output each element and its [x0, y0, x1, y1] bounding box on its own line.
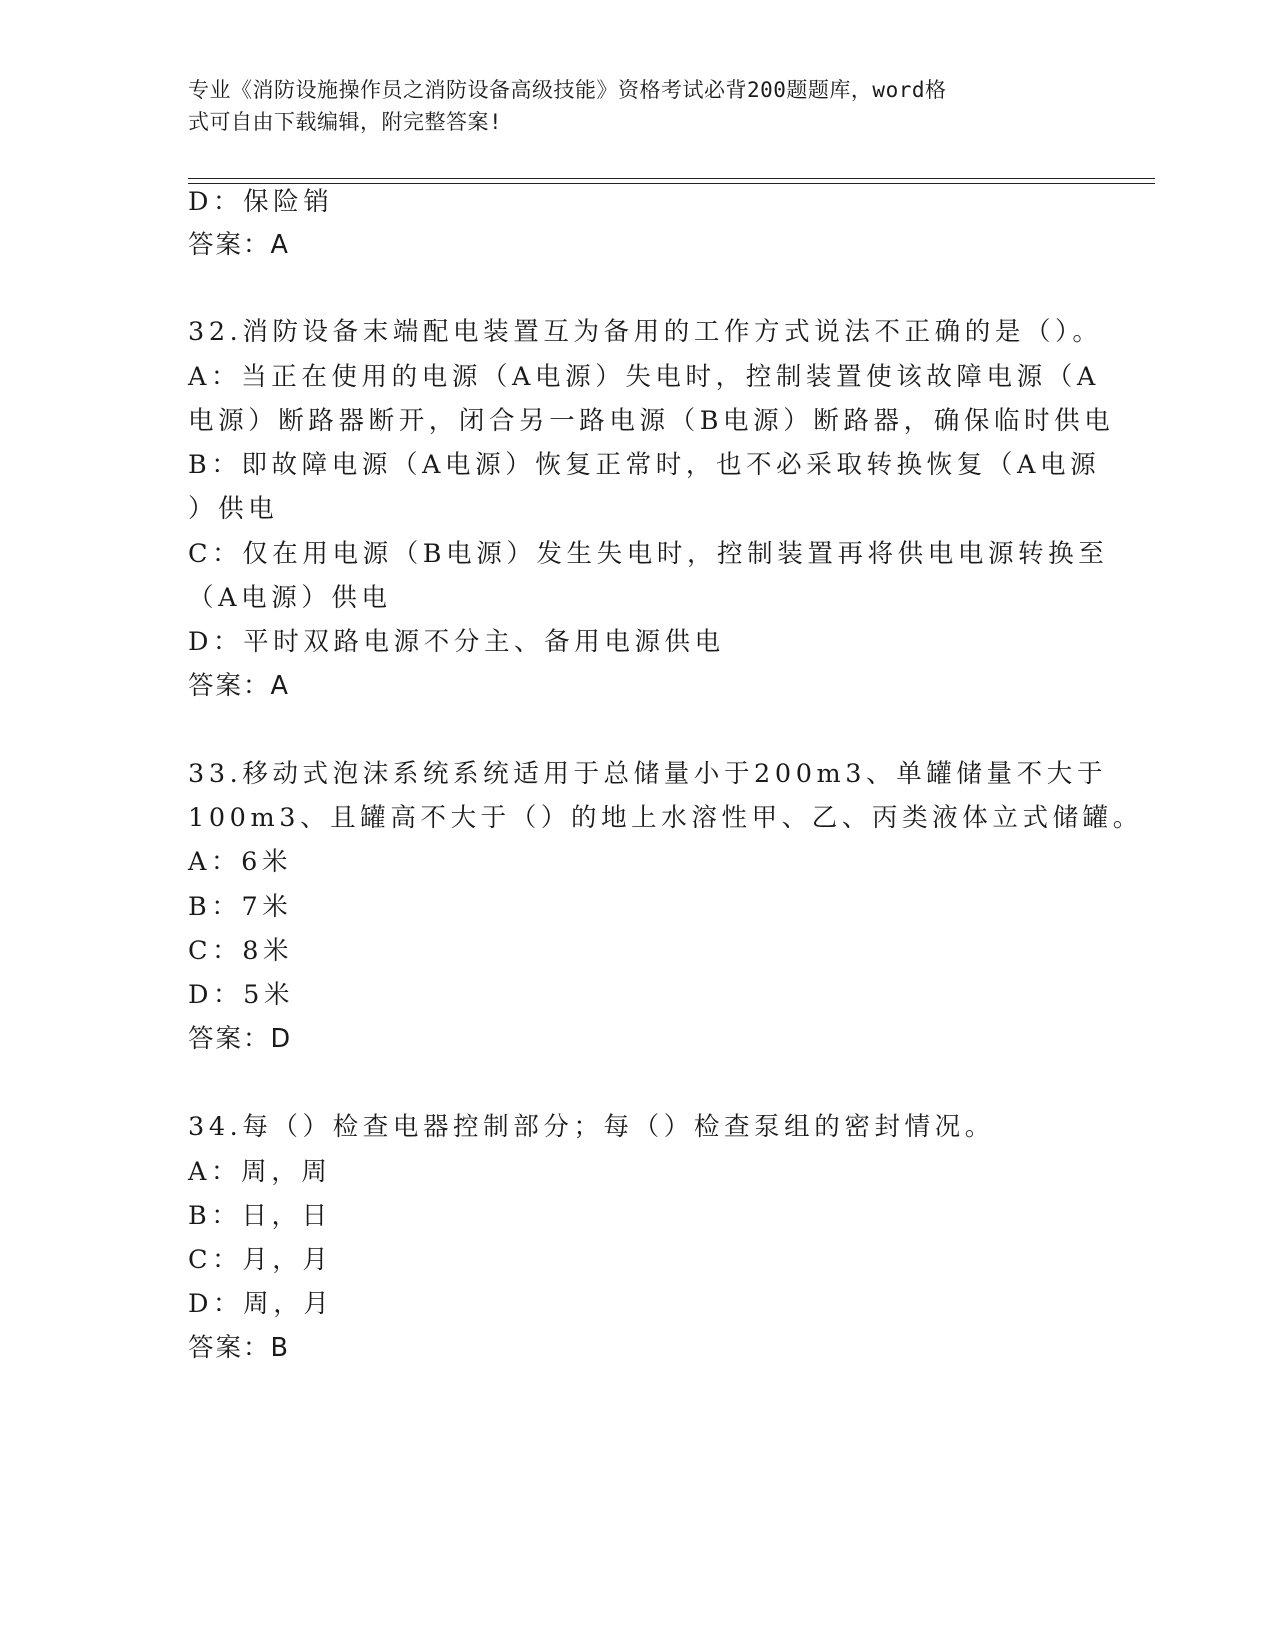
q32-answer: 答案：A: [188, 671, 290, 701]
header-line-1: 专业《消防设施操作员之消防设备高级技能》资格考试必背200题题库，word格: [188, 78, 947, 102]
q32-option-a-cont: 电源）断路器断开，闭合另一路电源（B电源）断路器，确保临时供电: [188, 406, 1115, 436]
q32-option-c-cont: （A电源）供电: [188, 583, 392, 613]
q32-option-d: D：平时双路电源不分主、备用电源供电: [188, 627, 725, 657]
q34-option-c: C：月，月: [188, 1245, 333, 1275]
prev-option-d: D：保险销: [188, 187, 334, 217]
q33-stem: 33.移动式泡沫系统系统适用于总储量小于200m3、单罐储量不大于: [188, 759, 1107, 789]
q33-option-d: D：5米: [188, 980, 295, 1010]
q33-option-c: C：8米: [188, 936, 294, 966]
q33-answer: 答案：D: [188, 1024, 293, 1054]
q34-answer: 答案：B: [188, 1333, 290, 1363]
document-header: [188, 74, 1068, 138]
prev-answer: 答案：A: [188, 230, 290, 260]
q34-option-b: B：日，日: [188, 1201, 332, 1231]
header-divider-top: [188, 178, 1155, 179]
q34-option-d: D：周，月: [188, 1289, 334, 1319]
q32-stem: 32.消防设备末端配电装置互为备用的工作方式说法不正确的是（）。: [188, 317, 1103, 347]
header-line-2: 式可自由下载编辑，附完整答案!: [188, 110, 503, 134]
q34-stem: 34.每（）检查电器控制部分；每（）检查泵组的密封情况。: [188, 1112, 995, 1142]
q33-option-b: B：7米: [188, 892, 293, 922]
q33-option-a: A：6米: [188, 847, 293, 877]
q32-option-c: C：仅在用电源（B电源）发生失电时，控制装置再将供电电源转换至: [188, 539, 1109, 569]
q32-option-a: A：当正在使用的电源（A电源）失电时，控制装置使该故障电源（A: [188, 362, 1100, 392]
header-divider-bottom: [188, 183, 1155, 184]
q32-option-b: B：即故障电源（A电源）恢复正常时，也不必采取转换恢复（A电源: [188, 450, 1101, 480]
q33-stem-cont: 100m3、且罐高不大于（）的地上水溶性甲、乙、丙类液体立式储罐。: [188, 803, 1143, 833]
q32-option-b-cont: ）供电: [188, 494, 279, 524]
q34-option-a: A：周，周: [188, 1157, 332, 1187]
